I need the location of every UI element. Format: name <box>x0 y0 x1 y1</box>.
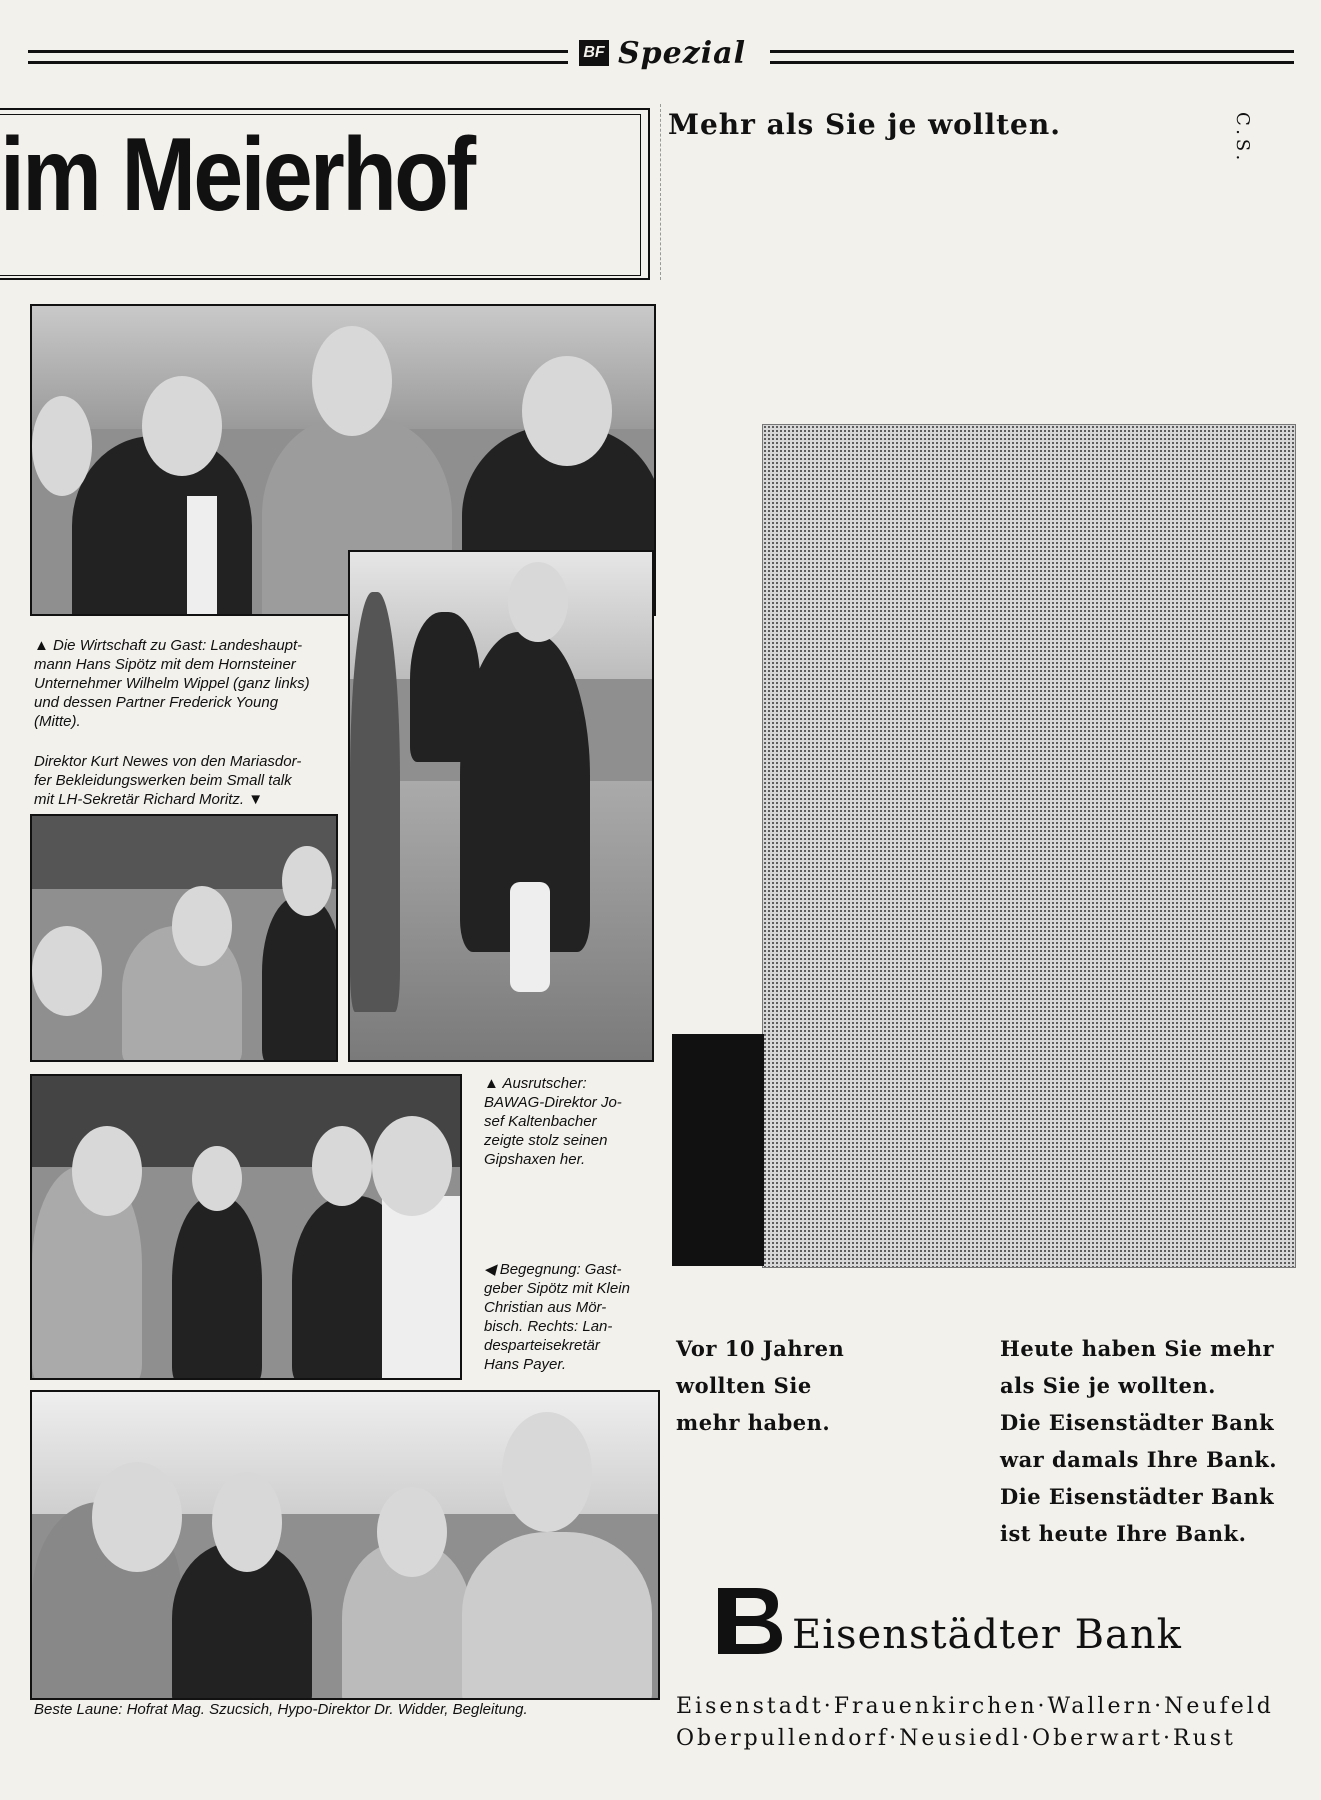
caption-begegnung: ◀ Begegnung: Gast- geber Sipötz mit Klein Christian aus Mör- bisch. Rechts: Lan- desparteisekretär Hans Payer. <box>484 1260 650 1374</box>
ad-title: Mehr als Sie je wollten. <box>668 108 1061 141</box>
ad-left-text: Vor 10 Jahren wollten Sie mehr haben. <box>676 1336 845 1435</box>
caption-laune: Beste Laune: Hofrat Mag. Szucsich, Hypo-Direktor Dr. Widder, Begleitung. <box>34 1701 528 1718</box>
photo-begegnung <box>30 1074 462 1380</box>
photo-laune <box>30 1390 660 1700</box>
photo-newes <box>30 814 338 1062</box>
ad-right-text: Heute haben Sie mehr als Sie je wollten. Die Eisenstädter Bank war damals Ihre Bank. Die Eisenstädter Bank ist heute Ihre Bank. <box>1000 1336 1278 1546</box>
headline: im Meierhof <box>0 117 474 233</box>
photo-ausrutscher <box>348 550 654 1062</box>
ad-black-block <box>672 1034 764 1266</box>
bank-name: Eisenstädter Bank <box>792 1612 1182 1658</box>
caption-ausrutscher: ▲ Ausrutscher: BAWAG-Direktor Jo- sef Kaltenbacher zeigte stolz seinen Gipshaxen her. <box>484 1074 650 1169</box>
header-rule-left <box>28 50 568 64</box>
ad-credit: C.S. <box>1232 112 1253 165</box>
caption-wirtschaft: ▲ Die Wirtschaft zu Gast: Landeshaupt- mann Hans Sipötz mit dem Hornsteiner Unternehmer Wilhelm Wippel (ganz links) und dessen Partner Frederick Young (Mitte). <box>34 636 336 731</box>
caption-newes: Direktor Kurt Newes von den Mariasdor- fer Bekleidungswerken beim Small talk mit LH-Sekretär Richard Moritz. ▼ <box>34 752 336 809</box>
branches-line1: Eisenstadt·Frauenkirchen·Wallern·Neufeld <box>676 1694 1274 1719</box>
ad-halftone-panel <box>762 424 1296 1268</box>
header-rule-right <box>770 50 1294 64</box>
section-title: Spezial <box>618 36 746 71</box>
bf-logo: BF <box>579 40 609 66</box>
column-divider <box>660 104 661 280</box>
bank-logo-icon <box>716 1586 784 1656</box>
branches-line2: Oberpullendorf·Neusiedl·Oberwart·Rust <box>676 1726 1236 1751</box>
